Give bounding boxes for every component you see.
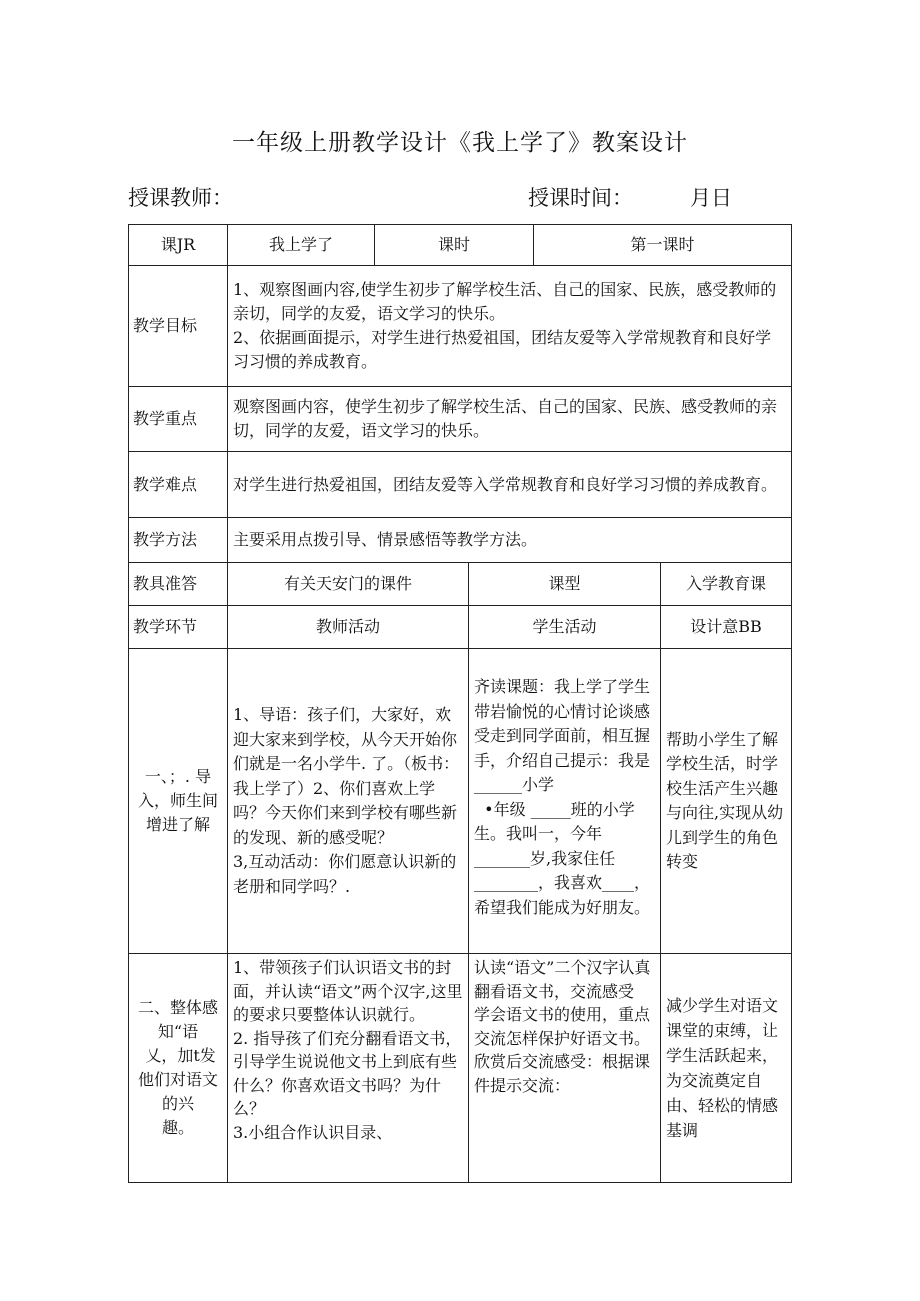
method-label-cell: 教学方法 bbox=[128, 517, 228, 563]
stage-label-cell: 教学环节 bbox=[128, 605, 228, 649]
section2-teacher-cell: 1、带领孩子们认识语文书的封面，并认读“语文”两个汉字,这里的要求只要整体认识就行。 2. 指导孩了们充分翻看语文书，引导学生说说他文书上到底有些什么？你喜欢语文书吗？为什么？ 3.小组合作认识目录、 bbox=[227, 953, 469, 1183]
section1-teacher-cell: 1、导语：孩子们，大家好，欢迎大家来到学校，从今天开始你们就是一名小学牛. 了。（板书：我上学了）2、你们喜欢上学吗？今天你们来到学校有哪些新的发现、新的感受呢？ 3,互动活动：你们愿意认识新的老册和同学吗？. bbox=[227, 648, 469, 954]
difficult-label-cell: 教学难点 bbox=[128, 451, 228, 518]
goals-label-cell: 教学目标 bbox=[128, 265, 228, 387]
section2-student-cell: 认读“语文”二个汉字认真翻看语文书，交流感受 学会语文书的使用，重点交流怎样保护好语文书。 欣赏后交流感受：根据课件提示交流： bbox=[468, 953, 661, 1183]
section1-label-cell: 一、；. 导入，师生间增进了解 bbox=[128, 648, 228, 954]
teacher-label: 授课教师： bbox=[128, 186, 233, 210]
time-label: 授课时间： bbox=[528, 186, 633, 210]
difficult-text-cell: 对学生进行热爱祖国，团结友爱等入学常规教育和良好学习习惯的养成教育。 bbox=[227, 451, 792, 518]
section1-design-cell: 帮助小学生了解学校生活，时学校生活产生兴趣与向往,实现从幼儿到学生的角色转变 bbox=[660, 648, 792, 954]
design-intent-header: 设计意BB bbox=[660, 605, 792, 649]
lesson-type-value-cell: 入学教育课 bbox=[660, 562, 792, 606]
page-title: 一年级上册教学设计《我上学了》教案设计 bbox=[232, 130, 688, 156]
teacher-activity-header: 教师活动 bbox=[227, 605, 469, 649]
key-label-cell: 教学重点 bbox=[128, 386, 228, 452]
date-label: 月日 bbox=[690, 186, 732, 210]
goals-text-cell: 1、观察图画内容,使学生初步了解学校生活、自己的国家、民族，感受教师的亲切，同学的友爱，语文学习的快乐。 2、依据画面提示，对学生进行热爱祖国，团结友爱等入学常规教育和良好学习习惯的养成教育。 bbox=[227, 265, 792, 387]
section2-label-cell: 二、整体感知“语 乂，加t发他们对语文的兴 趣。 bbox=[128, 953, 228, 1183]
section2-design-cell: 减少学生对语文课堂的束缚，让学生活跃起来，为交流奠定自由、轻松的情感基调 bbox=[660, 953, 792, 1183]
period-label-cell: 课时 bbox=[374, 224, 534, 266]
period-value-cell: 第一课时 bbox=[533, 224, 792, 266]
key-text-cell: 观察图画内容，使学生初步了解学校生活、自己的国家、民族、感受教师的亲切，同学的友爱，语文学习的快乐。 bbox=[227, 386, 792, 452]
course-label-cell: 课JR bbox=[128, 224, 228, 266]
method-text-cell: 主要采用点拨引导、情景感悟等教学方法。 bbox=[227, 517, 792, 563]
student-activity-header: 学生活动 bbox=[468, 605, 661, 649]
lesson-type-label-cell: 课型 bbox=[468, 562, 661, 606]
course-name-cell: 我上学了 bbox=[227, 224, 375, 266]
prep-label-cell: 教具准答 bbox=[128, 562, 228, 606]
section1-student-cell: 齐读课题：我上学了学生带岩愉悦的心情讨论谈感受走到同学面前，相互握手，介绍自己提示：我是 ______小学 •年级 _____班的小学生。我叫一，今年_______岁,我家住任________，我喜欢____，希望我们能成为好朋友。 bbox=[468, 648, 661, 954]
prep-materials-cell: 有关天安门的课件 bbox=[227, 562, 469, 606]
